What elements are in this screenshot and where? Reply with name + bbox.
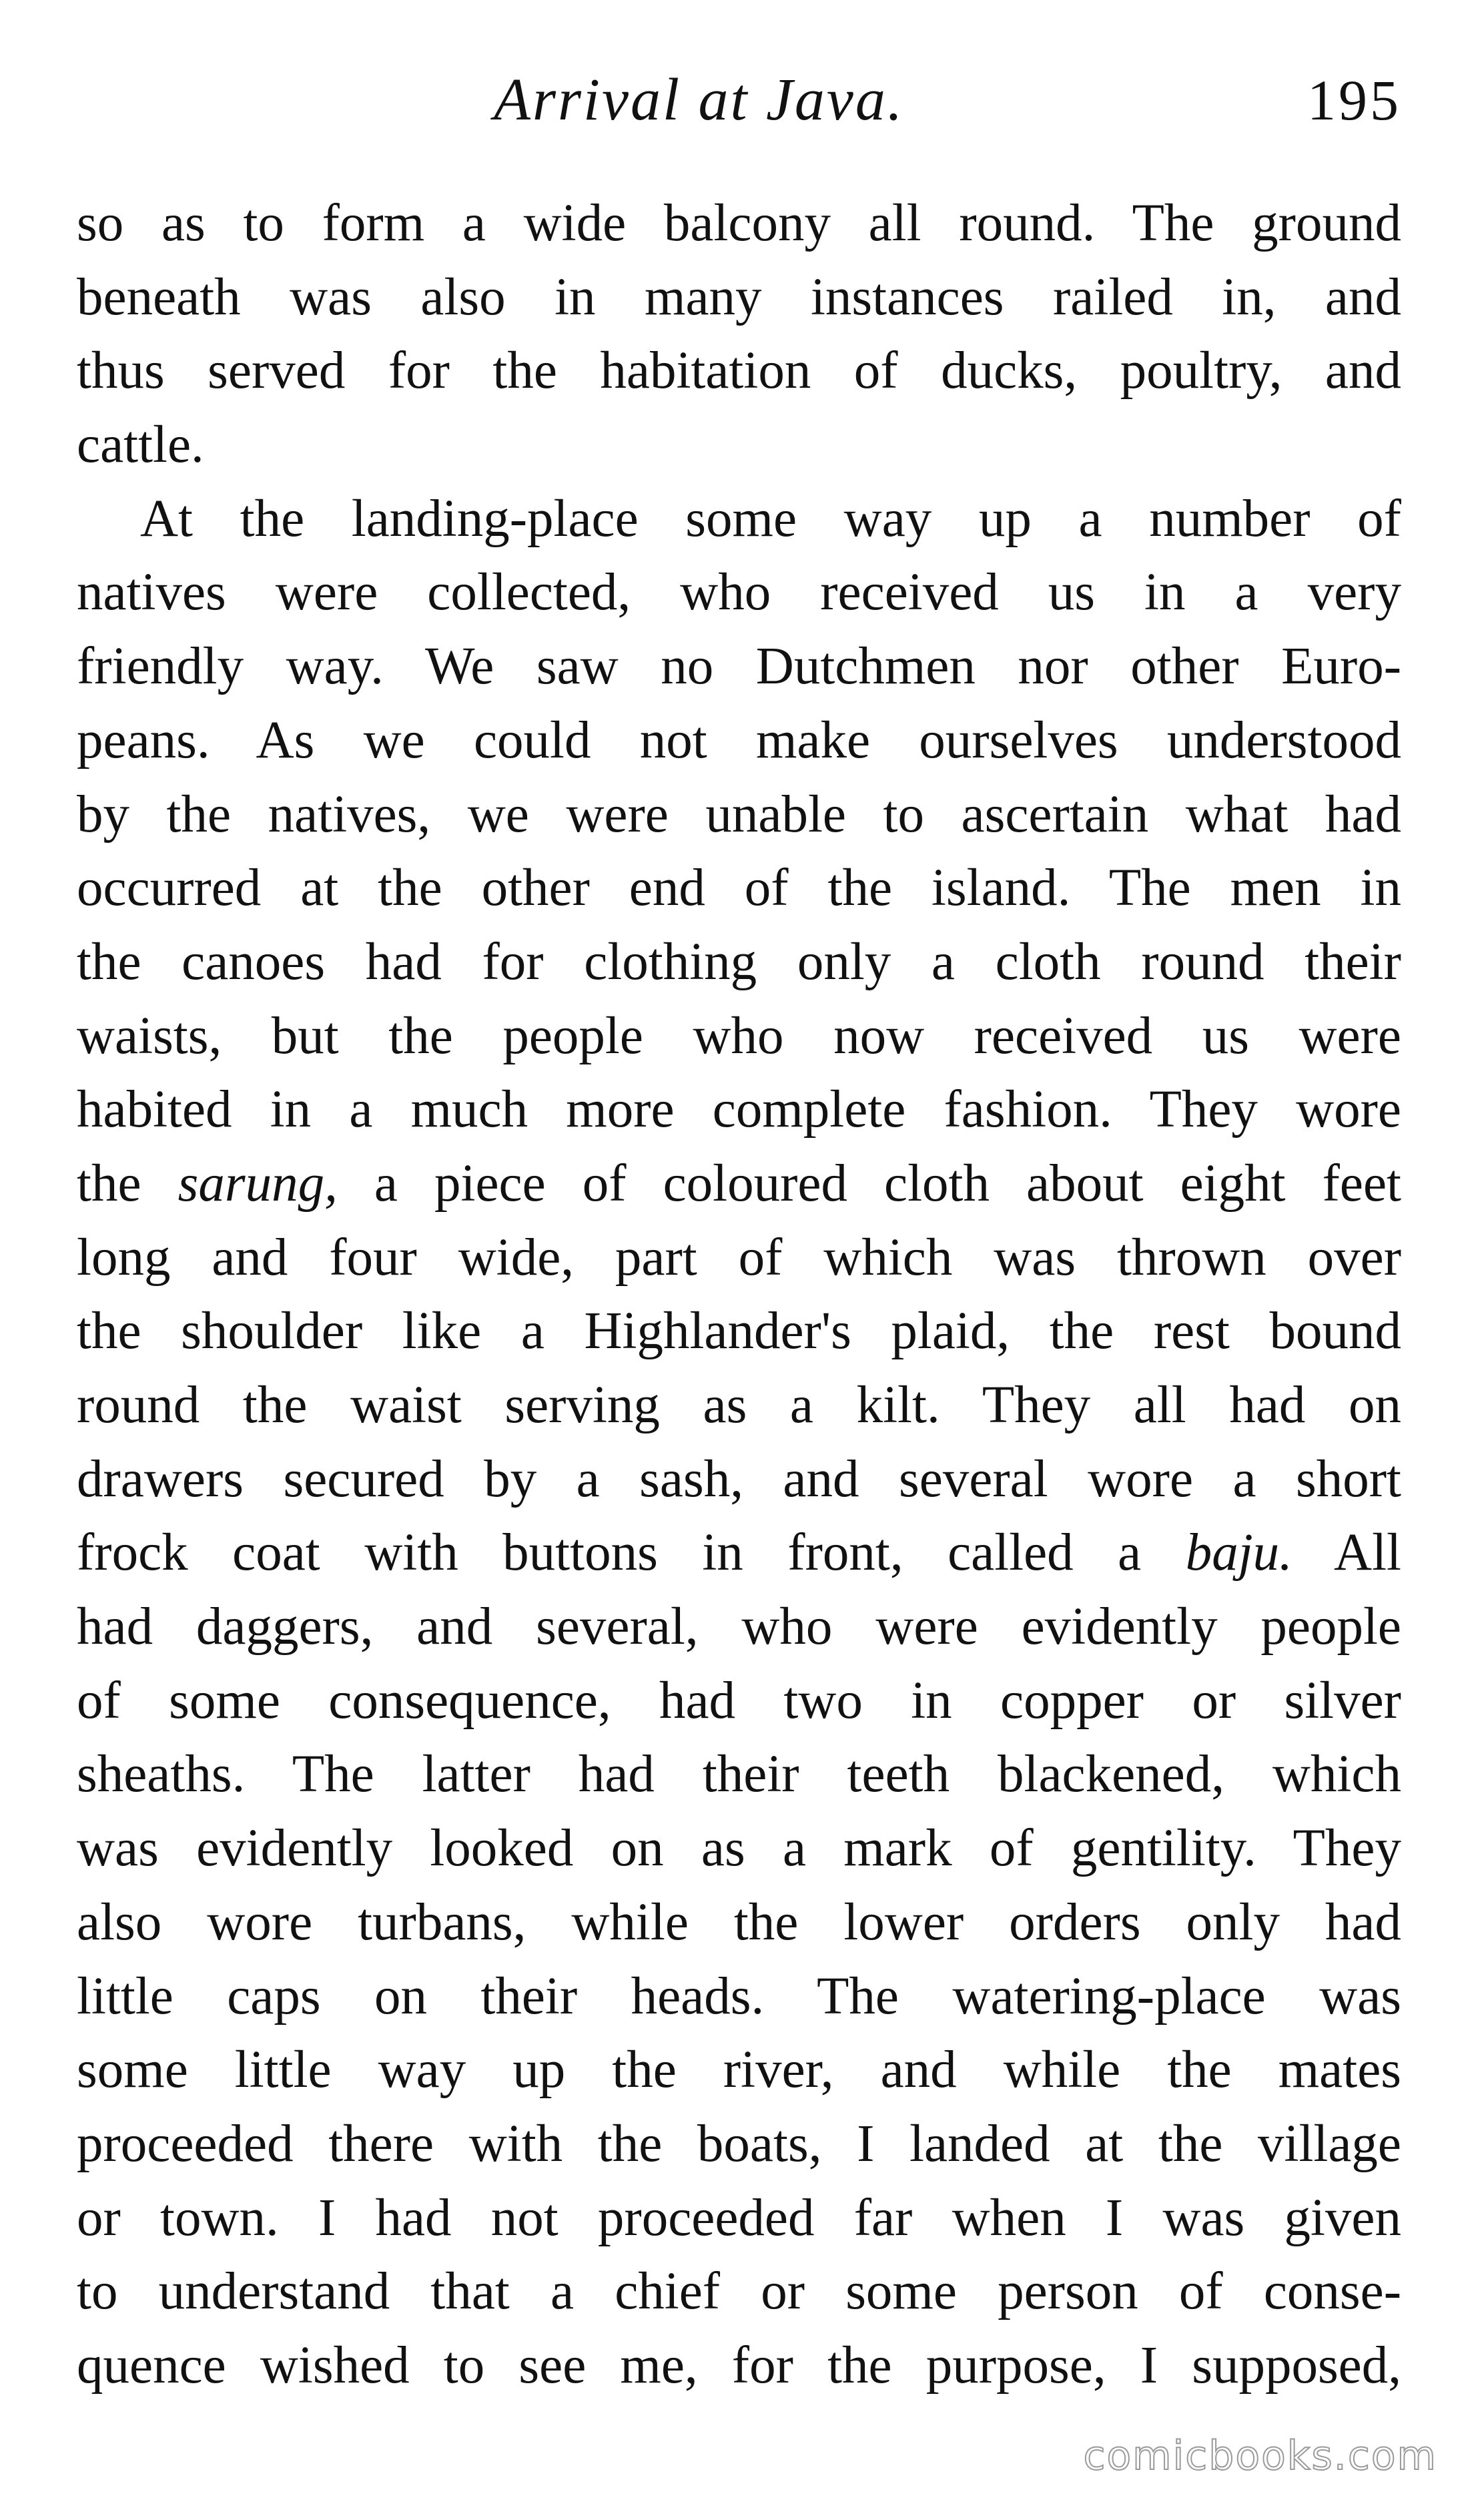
running-head bbox=[87, 63, 1401, 137]
text-segment: the bbox=[77, 1154, 178, 1213]
text-line: so as to form a wide balcony all round. The ground bbox=[77, 194, 1401, 252]
text-line: long and four wide, part of which was thrown over bbox=[77, 1228, 1401, 1287]
text-line: drawers secured by a sash, and several wore a short bbox=[77, 1450, 1401, 1508]
text-line: round the waist serving as a kilt. They all had on bbox=[77, 1376, 1401, 1434]
text-line: some little way up the river, and while the mates bbox=[77, 2041, 1401, 2100]
text-line bbox=[77, 1516, 1401, 1590]
text-line: friendly way. We saw no Dutchmen nor other Euro- bbox=[77, 637, 1401, 696]
text-line: proceeded there with the boats, I landed at the village bbox=[77, 2114, 1401, 2173]
text-line bbox=[77, 1147, 1401, 1221]
italic-term: baju. bbox=[1185, 1524, 1292, 1582]
text-line: natives were collected, who received us in a very bbox=[77, 563, 1401, 622]
text-line: the shoulder like a Highlander's plaid, the rest bound bbox=[77, 1302, 1401, 1361]
text-segment: frock coat with buttons in front, called a bbox=[77, 1524, 1186, 1582]
text-line: habited in a much more complete fashion. They wore bbox=[77, 1080, 1401, 1139]
running-title: Arrival at Java. bbox=[494, 67, 905, 133]
text-line: also wore turbans, while the lower orders only had bbox=[77, 1893, 1401, 1951]
page-number: 195 bbox=[1307, 68, 1401, 132]
text-line: occurred at the other end of the island. The men in bbox=[77, 859, 1401, 918]
text-line: quence wished to see me, for the purpose, I supposed, bbox=[77, 2336, 1401, 2395]
text-line: peans. As we could not make ourselves understood bbox=[77, 711, 1401, 769]
text-line: little caps on their heads. The watering-place was bbox=[77, 1967, 1401, 2025]
text-line: to understand that a chief or some person of conse- bbox=[77, 2262, 1401, 2321]
text-line: thus served for the habitation of ducks, poultry, and bbox=[77, 342, 1401, 400]
text-line: by the natives, we were unable to ascertain what had bbox=[77, 785, 1401, 844]
italic-term: sarung, bbox=[177, 1154, 338, 1213]
text-segment: a piece of coloured cloth about eight feet bbox=[337, 1154, 1401, 1213]
text-line: was evidently looked on as a mark of gentility. They bbox=[77, 1819, 1401, 1878]
text-line: the canoes had for clothing only a cloth round their bbox=[77, 932, 1401, 991]
watermark: comicbooks.com bbox=[1083, 2433, 1437, 2479]
text-line: waists, but the people who now received us were bbox=[77, 1006, 1401, 1065]
text-line: or town. I had not proceeded far when I was given bbox=[77, 2188, 1401, 2247]
text-segment: All bbox=[1292, 1524, 1401, 1582]
body-text bbox=[77, 187, 1401, 2403]
text-line: cattle. bbox=[77, 416, 204, 475]
text-line: At the landing-place some way up a number of bbox=[140, 489, 1401, 548]
text-line: beneath was also in many instances railed in, and bbox=[77, 268, 1401, 326]
text-line: sheaths. The latter had their teeth blackened, which bbox=[77, 1745, 1401, 1804]
text-line: of some consequence, had two in copper or silver bbox=[77, 1671, 1401, 1730]
text-line: had daggers, and several, who were evidently people bbox=[77, 1598, 1401, 1656]
